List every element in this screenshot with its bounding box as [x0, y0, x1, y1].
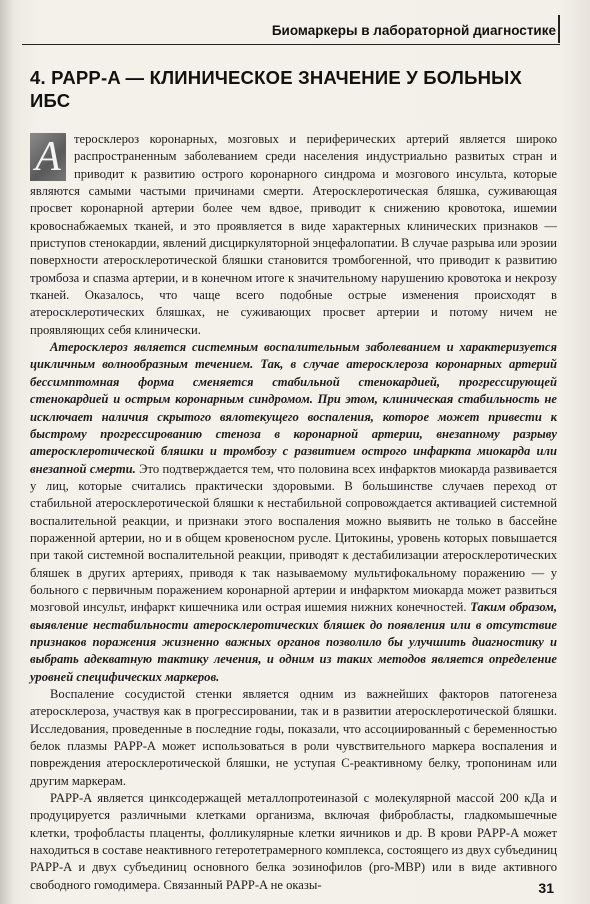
paragraph-3-text: Воспаление сосудистой стенки является одним из важнейших факторов патогенеза атеросклероза, участвуя как в прогрессировании, так и в развитии атеросклеротической бляшки. Исследования, проведенные в последние годы, показали, что ассоциированный с беременностью белок плазмы PAPP-A может использоваться в роли чувствительного маркера воспаления и повреждения атеросклеротической бляшки, не уступая С-реактивному белку, тропонинам или другим маркерам.	[30, 687, 557, 788]
paragraph-2-emphasis-2: Таким образом, выявление нестабильности атеросклеротических бляшек до появления или в отсутствие признаков поражения жизненно важных органов позволило бы улучшить диагностику и выбрать адекватную тактику лечения, и одним из таких методов является определение уровней специфических маркеров.	[30, 600, 557, 684]
paragraph-3	[30, 686, 557, 790]
page-number: 31	[538, 880, 554, 896]
paragraph-2-emphasis-1: Атеросклероз является системным воспалительным заболеванием и характеризуется цикличным волнообразным течением. Так, в случае атеросклероза коронарных артерий бессимптомная форма сменяется стабильной стенокардией, прогрессирующей стенокардией и острым коронарным синдромом. При этом, клиническая стабильность не исключает наличия скрытого вялотекущего воспаления, которое может привести к быстрому прогрессированию стеноза в коронарной артерии, внезапному разрыву атеросклеротической бляшки и тромбозу с развитием острого инфаркта миокарда или внезапной смерти.	[30, 340, 557, 476]
paragraph-4	[30, 790, 557, 894]
paragraph-2-text: Это подтверждается тем, что половина всех инфарктов миокарда развивается у лиц, которые считались практически здоровыми. В большинстве случаев переход от стабильной атеросклеротической бляшки к нестабильной сопровождается активацией системной воспалительной реакции, и признаки этого воспаления можно выявить не только в бассейне пораженной артерии, но и в общем кровеносном русле. Цитокины, уровень которых повышается при такой системной воспалительной реакции, приводят к дестабилизации атеросклеротических бляшек в других артериях, приводя к так называемому мультифокальному поражению — у больного с первичным поражением коронарной артерии и инфарктом миокарда может развиться мозговой инсульт, инфаркт кишечника или острая ишемия нижних конечностей.	[30, 461, 557, 615]
running-header	[22, 14, 560, 45]
paragraph-4-text: PAPP-A является цинксодержащей металлопротеиназой с молекулярной массой 200 кДа и продуцируется различными клетками организма, включая фибробласты, гладкомышечные клетки, трофобласты плаценты, фолликулярные клетки яичников и др. В крови PAPP-A может находиться в составе неактивного гетеротетрамерного комплекса, состоящего из двух субъединиц PAPP-A и двух субъединиц основного белка эозинофилов (pro-MBP) или в виде активного свободного гомодимера. Связанный PAPP-A не оказы-	[30, 791, 557, 892]
paragraph-1	[30, 131, 557, 339]
drop-cap: А	[30, 133, 66, 181]
body-text	[30, 131, 557, 894]
chapter-title: 4. PAPP-A — КЛИНИЧЕСКОЕ ЗНАЧЕНИЕ У БОЛЬНЫХ ИБС	[30, 67, 523, 111]
running-header-title: Биомаркеры в лабораторной диагностике	[271, 23, 556, 38]
paragraph-2	[30, 339, 557, 686]
paragraph-1-text: теросклероз коронарных, мозговых и периферических артерий является широко распространенным заболеванием среди населения индустриально развитых стран и приводит к развитию острого коронарного синдрома и мозгового инсульта, которые являются самыми частыми причинами смерти. Атеросклеротическая бляшка, суживающая просвет коронарной артерии более чем вдвое, приводит к снижению кровотока, ишемии кровоснабжаемых тканей, и это проявляется в виде характерных клинических признаков — приступов стенокардии, явлений дисциркуляторной энцефалопатии. В случае разрыва или эрозии поверхности атеросклеротической бляшки становится тромбогенной, что приводит к развитию тромбоза и спазма артерии, и в конечном итоге к значительному нарушению кровотока и некрозу тканей. Оказалось, что чаще всего подобные острые изменения происходят в атеросклеротических бляшках, не суживающих просвет артерии и потому ничем не проявляющих себя клинически.	[30, 132, 557, 337]
header-rule	[558, 15, 560, 43]
